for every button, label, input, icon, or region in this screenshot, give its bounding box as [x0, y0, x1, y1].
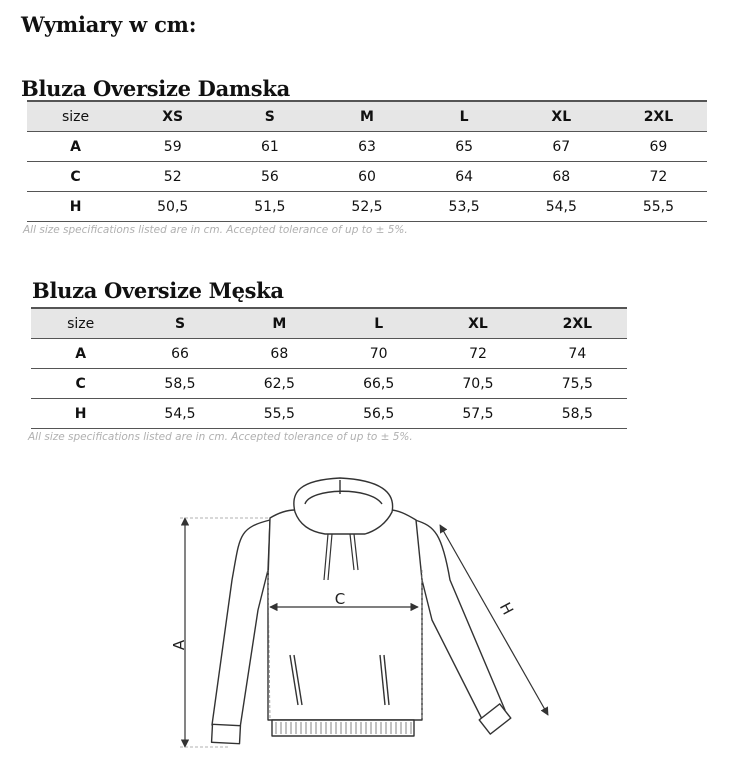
row-label: C — [27, 162, 124, 192]
table-row — [27, 192, 707, 222]
table-cell: 70 — [329, 339, 428, 369]
table-row — [31, 369, 627, 399]
table-cell: 67 — [513, 132, 610, 162]
table-cell: 55,5 — [610, 192, 707, 222]
table-cell: 74 — [528, 339, 627, 369]
table-row — [27, 132, 707, 162]
table-cell: 72 — [610, 162, 707, 192]
table-cell: 64 — [416, 162, 513, 192]
page-title: Wymiary w cm: — [21, 12, 197, 37]
right-sleeve — [415, 520, 505, 725]
header-size-cell: XS — [124, 101, 221, 132]
table-cell: 58,5 — [528, 399, 627, 429]
table-row — [27, 162, 707, 192]
table-title-damska: Bluza Oversize Damska — [21, 76, 290, 101]
table-cell: 56 — [221, 162, 318, 192]
table-cell: 75,5 — [528, 369, 627, 399]
header-size-cell: 2XL — [528, 308, 627, 339]
table-cell: 68 — [513, 162, 610, 192]
header-size-cell: M — [230, 308, 329, 339]
table-cell: 52,5 — [318, 192, 415, 222]
label-a: A — [170, 639, 188, 651]
table-cell: 72 — [428, 339, 527, 369]
header-size-cell: 2XL — [610, 101, 707, 132]
row-label: H — [31, 399, 130, 429]
hoodie-diagram — [160, 470, 560, 770]
table-cell: 66,5 — [329, 369, 428, 399]
left-cuff — [212, 724, 241, 743]
hood — [294, 478, 393, 534]
table-cell: 55,5 — [230, 399, 329, 429]
label-h: H — [495, 599, 518, 618]
row-label: A — [31, 339, 130, 369]
table-cell: 54,5 — [130, 399, 229, 429]
table-cell: 58,5 — [130, 369, 229, 399]
table-cell: 65 — [416, 132, 513, 162]
table-header-row — [31, 308, 627, 339]
header-size-cell: S — [130, 308, 229, 339]
header-size-cell: XL — [428, 308, 527, 339]
hoodie-body — [268, 510, 422, 720]
header-size-label: size — [27, 101, 124, 132]
table-cell: 59 — [124, 132, 221, 162]
table-row — [31, 399, 627, 429]
waistband — [272, 720, 414, 736]
row-label: H — [27, 192, 124, 222]
table-cell: 60 — [318, 162, 415, 192]
row-label: C — [31, 369, 130, 399]
table-row — [31, 339, 627, 369]
table-title-meska: Bluza Oversize Męska — [32, 278, 284, 303]
table-cell: 56,5 — [329, 399, 428, 429]
table-cell: 66 — [130, 339, 229, 369]
table-cell: 63 — [318, 132, 415, 162]
table-cell: 69 — [610, 132, 707, 162]
label-c: C — [334, 590, 346, 608]
size-table-meska — [31, 307, 627, 429]
table-cell: 70,5 — [428, 369, 527, 399]
table-cell: 53,5 — [416, 192, 513, 222]
header-size-cell: L — [416, 101, 513, 132]
table-cell: 50,5 — [124, 192, 221, 222]
table-header-row — [27, 101, 707, 132]
row-label: A — [27, 132, 124, 162]
table-cell: 57,5 — [428, 399, 527, 429]
left-sleeve — [212, 520, 270, 728]
table-cell: 68 — [230, 339, 329, 369]
table-cell: 62,5 — [230, 369, 329, 399]
header-size-label: size — [31, 308, 130, 339]
size-table-damska — [27, 100, 707, 222]
header-size-cell: XL — [513, 101, 610, 132]
table-cell: 51,5 — [221, 192, 318, 222]
header-size-cell: S — [221, 101, 318, 132]
header-size-cell: M — [318, 101, 415, 132]
tolerance-note: All size specifications listed are in cm. Accepted tolerance of up to ± 5%. — [23, 224, 408, 236]
table-cell: 61 — [221, 132, 318, 162]
table-cell: 52 — [124, 162, 221, 192]
header-size-cell: L — [329, 308, 428, 339]
table-cell: 54,5 — [513, 192, 610, 222]
tolerance-note: All size specifications listed are in cm. Accepted tolerance of up to ± 5%. — [28, 431, 413, 443]
